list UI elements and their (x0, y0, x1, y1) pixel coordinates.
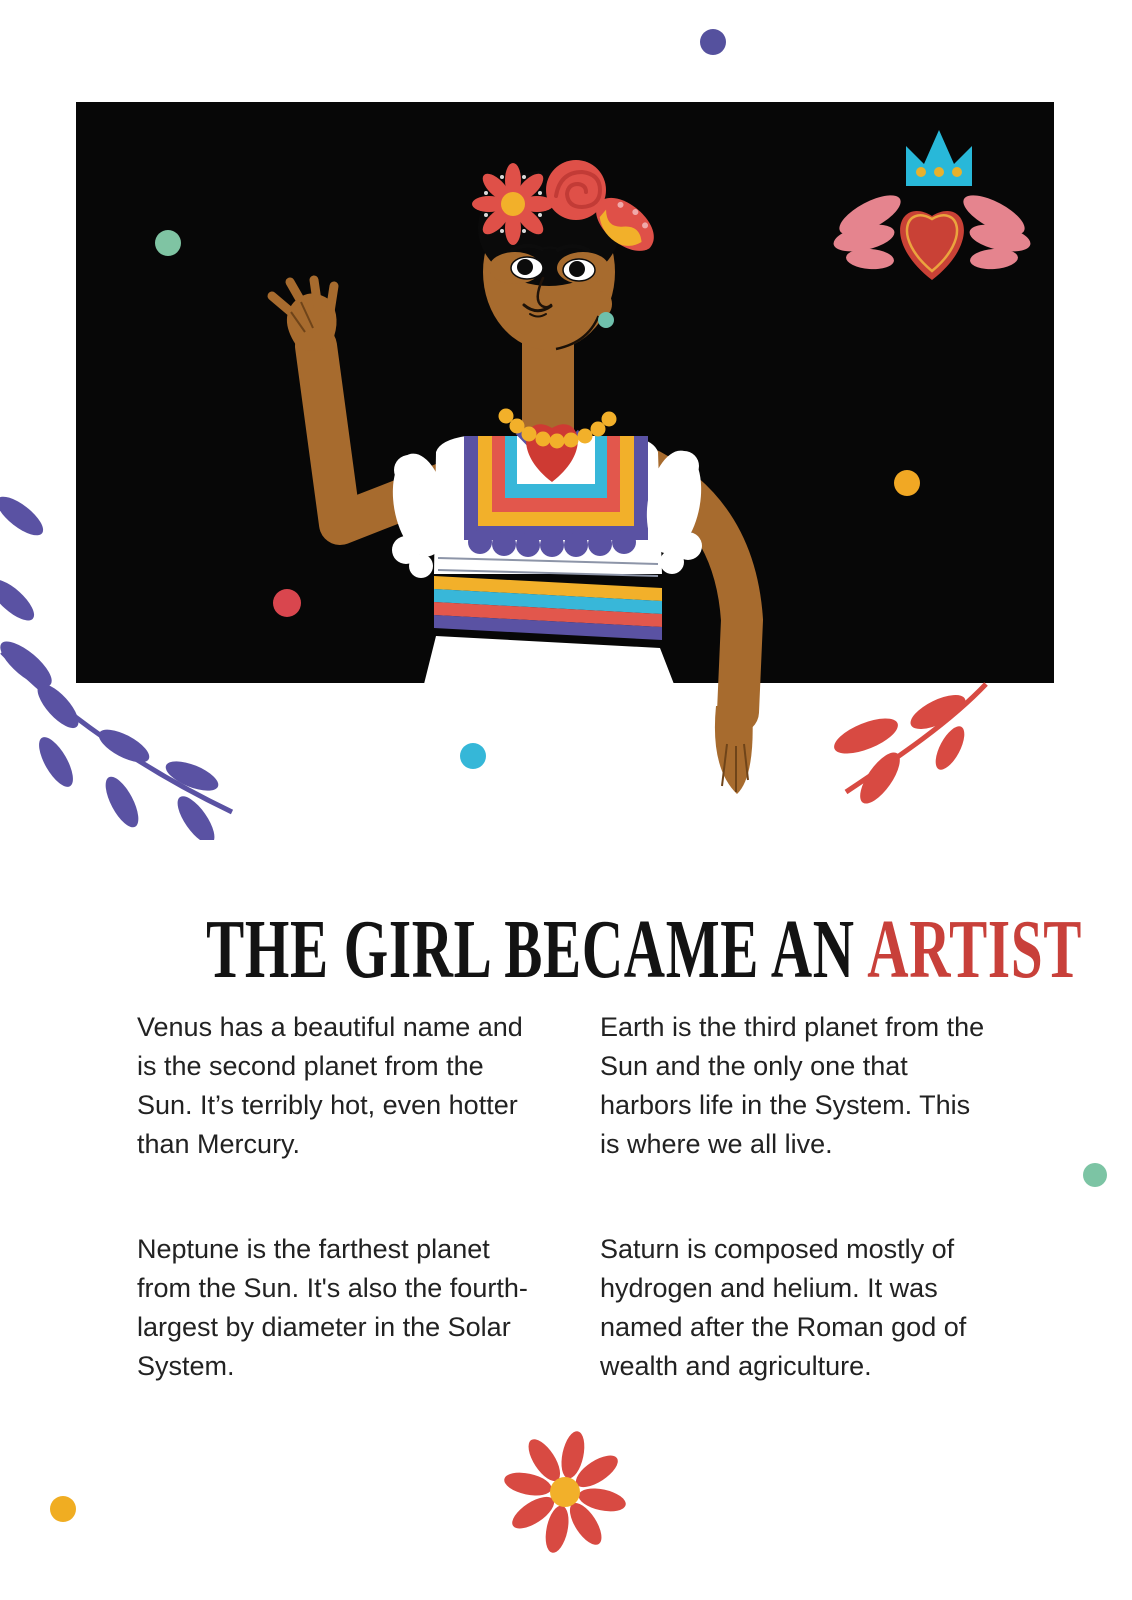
right-branch (830, 684, 986, 809)
cyan-dot-below-box (460, 743, 486, 769)
bottom-flower-icon (495, 1422, 635, 1562)
page-title (0, 903, 1132, 997)
teal-dot-right (1083, 1163, 1107, 1187)
skirt (400, 636, 696, 795)
body-copy (137, 1008, 995, 1386)
red-dot-in-box (273, 589, 301, 617)
paragraph-earth: Earth is the third planet from the Sun and the only one that harbors life in the System. This is where we all live. (600, 1012, 985, 1159)
yellow-dot-in-box (894, 470, 920, 496)
title-text: THE GIRL BECAME AN (206, 903, 855, 997)
teal-dot-in-box (155, 230, 181, 256)
yellow-dot-bottom-left (50, 1496, 76, 1522)
paragraph-neptune: Neptune is the farthest planet from the Sun. It's also the fourth-largest by diameter in the Solar System. (137, 1234, 528, 1381)
paragraph-saturn: Saturn is composed mostly of hydrogen and helium. It was named after the Roman god of wealth and agriculture. (600, 1234, 967, 1381)
purple-dot-top (700, 29, 726, 55)
daisy-flower (472, 163, 554, 245)
paragraph-venus: Venus has a beautiful name and is the second planet from the Sun. It’s terribly hot, even hotter than Mercury. (137, 1012, 523, 1159)
earring (598, 312, 614, 328)
title-accent: ARTIST (867, 903, 1083, 997)
